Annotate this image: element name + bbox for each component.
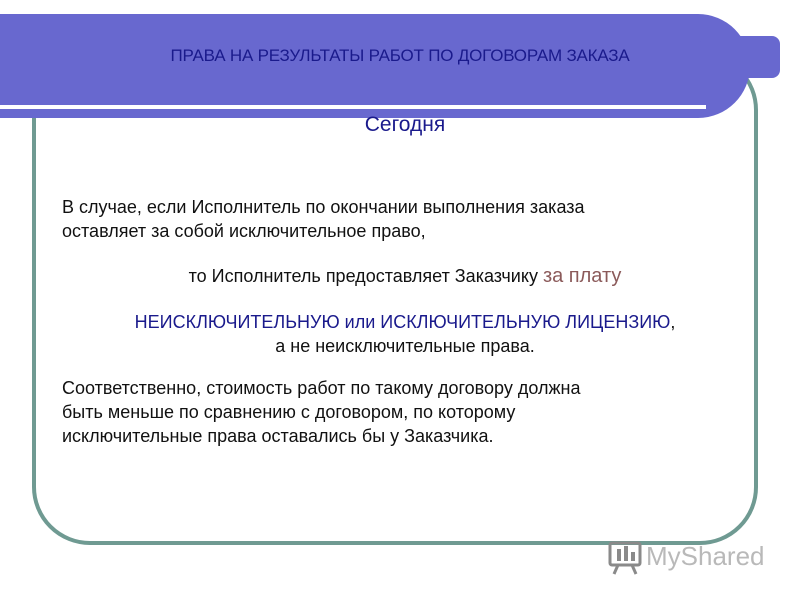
slide-subtitle: Сегодня [364, 113, 446, 136]
paragraph-2-text: то Исполнитель предоставляет Заказчику [188, 266, 543, 286]
paragraph-3-comma: , [670, 312, 676, 332]
presentation-board-icon [610, 543, 640, 574]
paragraph-3-line-2: а не неисключительные права. [275, 336, 535, 356]
paragraph-1-line-1: В случае, если Исполнитель по окончании выполнения заказа [62, 197, 585, 217]
paragraph-1 [62, 195, 742, 243]
paragraph-4-line-2: быть меньше по сравнению с договором, по которому [62, 402, 516, 422]
price-accent: за плату [542, 265, 622, 287]
paragraph-4-line-1: Соответственно, стоимость работ по такому договору должна [62, 378, 581, 398]
watermark-logo [608, 535, 768, 575]
header-divider [0, 105, 706, 109]
paragraph-4-line-3: исключительные права оставались бы у Заказчика. [62, 426, 494, 446]
paragraph-3-line-1 [0, 310, 800, 334]
paragraph-4 [62, 376, 732, 448]
paragraph-3 [0, 310, 800, 358]
header-banner [0, 14, 750, 118]
paragraph-1-line-2: оставляет за собой исключительное право, [62, 221, 426, 241]
paragraph-2 [0, 264, 800, 288]
watermark-text: MyShared [646, 541, 765, 571]
license-accent: НЕИСКЛЮЧИТЕЛЬНУЮ или ИСКЛЮЧИТЕЛЬНУЮ ЛИЦЕНЗИЮ [134, 312, 671, 332]
slide-title: ПРАВА НА РЕЗУЛЬТАТЫ РАБОТ ПО ДОГОВОРАМ ЗАКАЗА [170, 46, 630, 65]
